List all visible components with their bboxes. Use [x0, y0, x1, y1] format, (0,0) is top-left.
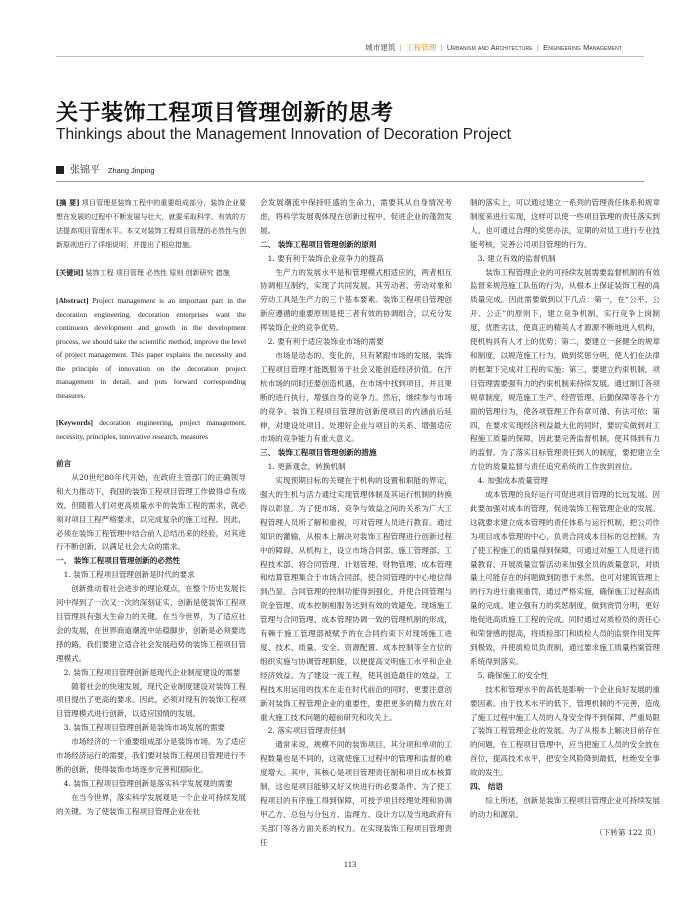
subsection-heading: 1. 装饰工程项目管理创新是时代的要求: [63, 570, 195, 580]
paragraph-continued: 制的落实上，可以通过建立一系列的管理责任体系和规章制度来进行实现，这样可以使一些项目管理的责任落实到人。也可通过合理的奖惩办法，定期的对员工进行专业技能考核，完善公司项目管理的行为。: [470, 198, 660, 249]
paragraph: 市场是动态的、变化的，只有紧跟市场的发展，装饰工程项目管理才能既服务于社会又能创造经济价值。在汗杭市场的同时还要创造机遇，在市场中找到项目，并且果断的进行执行，增强自身的竞争力。然后，继续参与市场的竞争。装饰工程项目管理的创新使项目的内涵前后延伸，对建设处项目、处理好企业与项目的关系、增强适应市场的竞争能力有重大意义。: [260, 350, 452, 444]
author-name-en: Zhang Jinping: [108, 166, 155, 175]
keywords-label: [关键词]: [56, 269, 84, 277]
paragraph: 实现预期目标的关键在于机构的设置和职能的界定，强大的生机与活力通过实现管理体制及其运行机制的转换得以彰显。为了使市场、竞争与效益之间的关系为广大工程管理人员所了解和重视，可对管理人员进行教育。通过知识的灌输，从根本上解决对装饰工程管理进行创新过程中的障碍。从机构上，设立市场合同部、施工管理部、工程技术部、将合同管理、计划管理、财物管理、成本管理和结算管理集合于市场合同部，使合同管理的中心地位得到凸显。合同管理的控制功能得到强化，并使合同管理与资金管理、成本控制相服务达到有效的效避免。现场施工管理与合同管理、成本管理协调一致的管理机制的形成，有赖于施工管理部被赋予的在合同约束下对现场施工进度、技术、质量、安全、资源配置、成本控制等全方位的组织实施与协调管理职能，以便提高文明施工水平和企业经济效益。为了建设一流工程，使其创造最佳的效益，工程技术用运用的技术在走在时代前沿的同时，更要注意创新对装饰工程管理企业的重要性，要把更多的精力放在对重大施工技术问题的超前研究和攻关上。: [260, 476, 452, 722]
section-brand: 工程管理: [406, 43, 437, 52]
abstract-text: 项目管理是装饰工程中的重要组成部分，装饰企业要想在发展的过程中不断发展与壮大，就要采取科学、有效的方法提高项目管理水平。本文对装饰工程项目管理的必然性与创新原则进行了详细说明，并提出了相应措施。: [56, 199, 246, 249]
foreword-heading: 前言: [56, 459, 72, 468]
subsection-heading: 2. 要有利于适应装饰业市场的需要: [267, 337, 384, 347]
paragraph: 成本管理的良好运行可促进项目管理的长远发展。因此要加强对成本的管理，促进装饰工程管理企业的发展。这就要求建立成本管理的责任体系与运行机制，把公司作为项目成本管理的中心，负责合同成本目标的总控制。为了使工程施工的质量得到保障，可通过对施工人员进行质量教育、开展质量宣誓活动来加强全员的质量意识，对质量上可能存在的问题做到防患于未然。也可对建筑管理上的行为进行重视重罚，通过严格实施，确保施工过程高质量的完成。建立强有力的奖惩制度，做到赏罚分明，更好地促进高质施工工程的完成。同时通过对质检员的责任心和荣誉感的提高，将质检部门和质检人员的监察作用发挥到极致，并使质检员负责制，通过要求施工质量档案管理系统得到落实。: [470, 490, 660, 666]
paragraph: 生产力的发展水平是和管理模式相适应的，两者相互协调相互制约，实现了共同发展。其劳动者、劳动对象和劳动工具是生产力的三个基本要素。装饰工程项目管理创新应遵循的重要原则是使三者有效的协调组合，以充分发挥装饰企业的竞争优势。: [260, 267, 452, 333]
column-2-body: [260, 196, 452, 850]
subsection-heading: 5. 确保施工的安全性: [477, 670, 549, 680]
abstract-en-text: Project management is an important part in the decoration engineering, decoration enterprises want the continuous development and growth in the development process, we should take the scientific method, improve the level of project management. This paper explains the necessity and the principle of innovation on the decoration project management in detail, and puts forward corresponding measures.: [56, 296, 246, 400]
column-1-body: [56, 471, 246, 819]
section-en-1: Urbanism and Architecture: [446, 43, 533, 52]
page-number: 113: [343, 859, 357, 869]
paragraph: 市场经济的一个重要组成部分是装饰市场。为了适应市场经济运行的需要，我们要对装饰工程项目管理进行不断的创新，使得装饰市场逐步完善和国际化。: [56, 737, 246, 774]
paragraph: 在当今世界，落实科学发展观是一个企业可持续发展的关键。为了使装饰工程项目管理企业在社: [56, 792, 246, 816]
section-heading: 二、 装饰工程项目管理创新的原则: [260, 239, 377, 249]
keywords-cn: [56, 266, 246, 280]
separator: |: [399, 43, 402, 52]
square-bullet-icon: [56, 166, 64, 174]
article-title-cn: 关于装饰工程项目管理创新的思考: [56, 101, 394, 126]
abstract-en: [56, 294, 246, 402]
section-en-2: Engineering Management: [543, 43, 622, 52]
keywords-text: 装饰工程 项目管理 必然性 原则 创新研究 措施: [85, 269, 230, 277]
subsection-heading: 2. 装饰工程项目管理创新是现代企业制度建设的需要: [63, 667, 241, 677]
section-heading: 四、 结语: [470, 782, 504, 792]
column-2: [260, 196, 452, 850]
subsection-heading: 2. 落实项目管理责任制: [267, 726, 346, 736]
subsection-heading: 3. 装饰工程项目管理创新是装饰市场发展的需要: [63, 723, 226, 733]
section-heading: 三、 装饰工程项目管理创新的措施: [260, 448, 377, 458]
section-heading: 一、 装饰工程项目管理创新的必然性: [56, 556, 181, 566]
subsection-heading: 3. 建立有效的监督机制: [477, 253, 556, 263]
keywords-en-text: decoration engineering, project management, necessity, principles, innovative research, measures: [56, 418, 246, 441]
paragraph: 装饰工程管理企业的可持续发展需要监督机制的有效监督来规范施工队伍的行为，从根本上保证装饰工程的高质量完成。因此需要做到以下几点：第一，在“公平、公开、公正”的原则下，建立竞争机制，实行竞争上岗制度，优胜劣汰，使真正的精英人才源源不断地进入机构，使机构具有人才上的优势；第二，要建立一套健全的规章和制度，以规范施工行为，做到奖惩分明，使人们在法律的框架下完成对工程的实施；第三，要建立约束机制，项目管理需要强有力的约束机制来持续发展。通过制订各项规章制度，规范施工生产、经营管理、后勤保障等各个方面的管理行为，使各项管理工作有章可循、有法可依；第四，在要求实现经济利益最大化的同时，要切实做到对工程施工质量的保障，因此要完善监督机制，使其得到有力的监督。为了落实目标管理责任到人的制度，要把建立全方位的质量监督与责任追究系统的工作放到首位。: [470, 267, 660, 472]
header-rule: [56, 56, 644, 57]
subsection-heading: 4. 装饰工程项目管理创新是落实科学发展观的需要: [63, 778, 233, 788]
column-3: [470, 196, 660, 840]
paragraph-continued: 会发展潮流中保持旺盛的生命力，需要其从自身情况考虑，将科学发展观体现在创新过程中，促进企业的蓬勃发展。: [260, 198, 452, 235]
subsection-heading: 1. 更新观念，转换机制: [267, 462, 346, 472]
abstract-cn: [56, 196, 246, 252]
continued-note: （下转第 122 页）: [595, 827, 660, 837]
column-1: [56, 196, 246, 819]
separator: |: [536, 43, 539, 52]
keywords-en-label: [Keywords]: [56, 418, 93, 427]
abstract-label: [摘 要]: [56, 199, 80, 207]
author-name-cn: 张锦平: [70, 165, 100, 176]
paragraph: 综上所述，创新是装饰工程项目管理企业可持续发展的动力和源泉。: [470, 795, 660, 819]
paragraph: 随着社会的快速发展，现代企业制度建设对装饰工程项目提出了更高的要求。因此，必须对现有的装饰工程项目管理模式进行创新，以适应国情的发展。: [56, 681, 246, 719]
section-cn: 城市建筑: [365, 43, 396, 52]
author-line: [56, 161, 154, 178]
separator: |: [440, 43, 443, 52]
article-title-en: Thinkings about the Management Innovation of Decoration Project: [56, 126, 511, 143]
subsection-heading: 4. 加强成本质量管理: [477, 476, 549, 486]
paragraph: 技术和管理水平的高低是影响一个企业良好发展的重要因素。由于技术水平的低下，管理机制的不完善，造成了施工过程中施工人员的人身安全得不到保障，严重局限了装饰工程管理企业的发展。为了从根本上解决目前存在的问题，在工程项目管理中，应当把施工人员的安全放在首位，提高技术水平，把安全风险降到最低，杜绝安全事故的发生。: [470, 684, 660, 778]
journal-header: [365, 42, 622, 53]
abstract-en-label: [Abstract]: [56, 296, 89, 305]
paragraph: 从20世纪80年代开始，在政府主管部门的正确领导和大力推动下，我国的装饰工程项目管理工作做得卓有成效。但随着人们对更高质量水平的装饰工程的需求，就必须对项目工程严格要求，以完成复杂的施工过程。因此，必须在装饰工程管理中结合前人总结出来的经验，对其进行不断创新，以满足社会大众的需求。: [56, 472, 246, 552]
title-rule: [56, 181, 644, 182]
subsection-heading: 1. 要有利于装饰企业竞争力的提高: [267, 253, 384, 263]
paragraph: 创新推动着社会进步的理论观点，在整个历史发展长河中得到了一次又一次的深刻证实，创新是使装饰工程项目管理具有强大生命力的关键。在当今世界，为了适应社会的发展，在世界商道潮流中站稳脚步，创新是必须要选择的路，我们要建立适合社会发展趋势的装饰工程项目管理模式。: [56, 584, 246, 663]
paragraph: 通常来说，规模不同的装饰项目，其分项和单项的工程数量也是不同的，这就使施工过程中的管理和监督的难度增大。其中，其核心是项目管理责任制和项目成本核算制，这也是项目能够又好又快进行的必要条件。为了使工程项目的有序施工得到保障，可授予项目经理处理和协调甲乙方、总包与分包方、监理方、设计方以及当地政府有关部门等各方面关系的权力。在实现装饰工程项目管理责任: [260, 740, 452, 847]
column-3-body: [470, 196, 660, 840]
keywords-en: [56, 416, 246, 443]
